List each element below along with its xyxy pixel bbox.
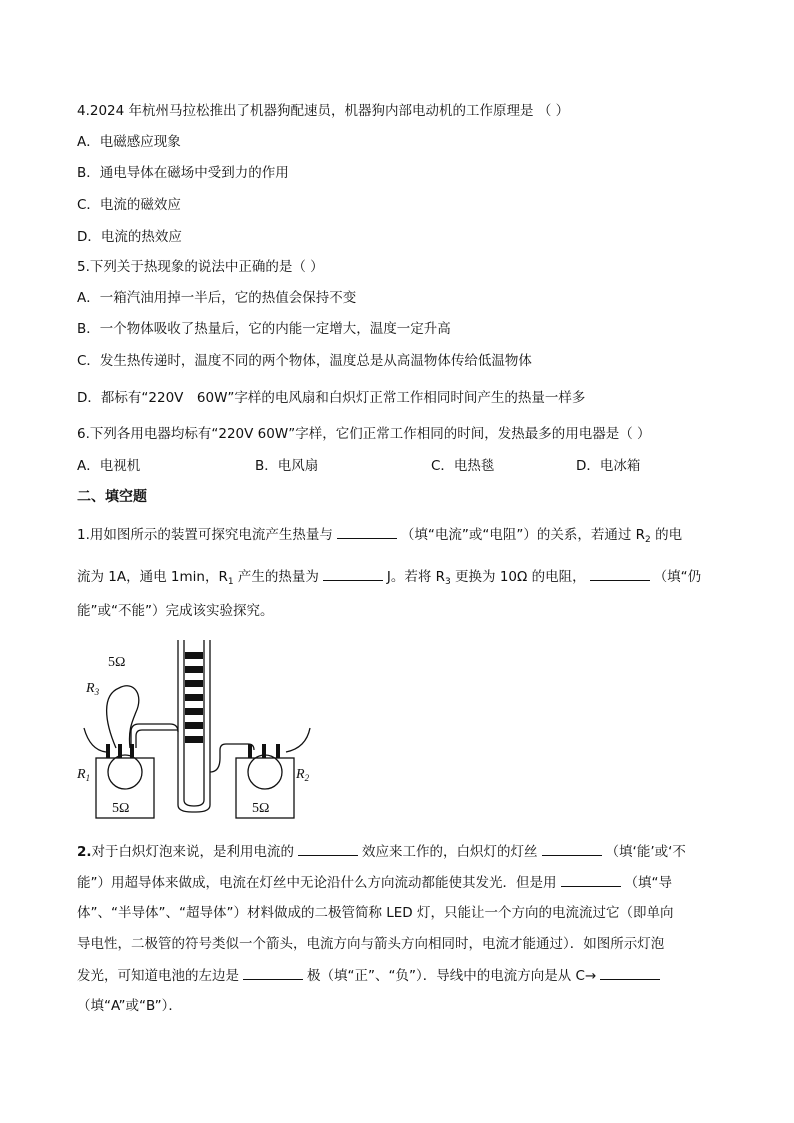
scale-mark [185, 722, 203, 729]
q5-option-d: D．都标有“220V 60W”字样的电风扇和白炽灯正常工作相同时间产生的热量一样多 [77, 390, 586, 406]
fill1-text: 1.用如图所示的装置可探究电流产生热量与 [77, 527, 333, 543]
q4-option-d: D．电流的热效应 [77, 229, 182, 245]
fill2-text: 极（填“正”、“负”）．导线中的电流方向是从 C→ [307, 968, 597, 984]
fill1-text: 的电 [650, 527, 683, 543]
q5-option-b: B．一个物体吸收了热量后，它的内能一定增大，温度一定升高 [77, 321, 451, 337]
q5-option-a: A．一箱汽油用掉一半后，它的热值会保持不变 [77, 290, 357, 306]
fill2-text: 效应来工作的，白炽灯的灯丝 [362, 844, 538, 860]
left-resistance: 5Ω [112, 801, 130, 816]
scale-mark [185, 708, 203, 715]
answer-blank[interactable] [561, 872, 621, 887]
scale-mark [185, 680, 203, 687]
right-electrode [276, 744, 280, 758]
fill2-text: （填‘能’或‘不 [605, 844, 686, 860]
right-electrode [262, 744, 266, 758]
r3-wire [107, 686, 139, 748]
fill2-line1 [77, 841, 686, 862]
answer-blank[interactable] [323, 566, 383, 581]
q4-option-c: C．电流的磁效应 [77, 197, 181, 213]
fill1-text: （填“仍 [653, 569, 702, 585]
fill2-line4: 导电性，二极管的符号类似一个箭头，电流方向与箭头方向相同时，电流才能通过）．如图所示灯泡 [77, 936, 665, 952]
answer-blank[interactable] [600, 965, 660, 980]
fill1-line2 [77, 566, 701, 589]
q5-stem: 5.下列关于热现象的说法中正确的是（ ） [77, 259, 324, 275]
scale-mark [185, 666, 203, 673]
fill2-line2 [77, 872, 672, 893]
fill1-text: J。若将 R [386, 569, 446, 585]
q6-option-a: A．电视机 [77, 458, 141, 474]
fill2-number: 2. [77, 844, 92, 860]
fill1-text: （填“电流”或“电阻”）的关系，若通过 R [400, 527, 646, 543]
q6-option-c: C．电热毯 [431, 458, 495, 474]
r3-value: 5Ω [108, 655, 126, 670]
answer-blank[interactable] [590, 566, 650, 581]
q4-stem: 4.2024 年杭州马拉松推出了机器狗配速员，机器狗内部电动机的工作原理是 （ ） [77, 103, 570, 119]
q6-stem: 6.下列各用电器均标有“220V 60W”字样，它们正常工作相同的时间，发热最多的用电器是（ ） [77, 426, 651, 442]
fill2-line6: （填“A”或“B”）． [77, 998, 182, 1014]
q4-option-b: B．通电导体在磁场中受到力的作用 [77, 165, 289, 181]
q6-option-b: B．电风扇 [255, 458, 319, 474]
right-resistance: 5Ω [252, 801, 270, 816]
left-electrode [130, 744, 134, 758]
fill2-text: 发光，可知道电池的左边是 [77, 968, 239, 984]
subscript: 1 [227, 577, 234, 587]
fill2-text: （填“导 [624, 875, 672, 891]
fill1-text: 流为 1A，通电 1min，R [77, 569, 228, 585]
answer-blank[interactable] [337, 524, 397, 539]
fill1-line1 [77, 524, 682, 547]
subscript: 3 [445, 577, 451, 587]
fill1-line3: 能”或“不能”）完成该实验探究。 [77, 603, 274, 619]
fill2-line5 [77, 965, 664, 986]
scale-mark [185, 694, 203, 701]
left-electrode [106, 744, 110, 758]
scale-mark [185, 652, 203, 659]
left-wire [84, 728, 106, 752]
right-electrode [248, 744, 252, 758]
fill1-text: 更换为 10Ω 的电阻， [450, 569, 586, 585]
fill2-text: 对于白炽灯泡来说，是利用电流的 [91, 844, 295, 860]
section-title: 二、填空题 [77, 489, 147, 505]
fill2-line3: 体”、“半导体”、“超导体”）材料做成的二极管简称 LED 灯，只能让一个方向的电流流过它（即单向 [77, 905, 674, 921]
experiment-figure [74, 640, 334, 825]
answer-blank[interactable] [243, 965, 303, 980]
left-electrode [118, 744, 122, 758]
left-bulb [108, 755, 142, 789]
left-tube-inner [136, 730, 178, 748]
r2-label: $R_2$ [296, 767, 310, 783]
answer-blank[interactable] [542, 841, 602, 856]
fill1-text: 产生的热量为 [233, 569, 319, 585]
answer-blank[interactable] [298, 841, 358, 856]
fill2-text: 能”）用超导体来做成，电流在灯丝中无论沿什么方向流动都能使其发光．但是用 [77, 875, 557, 891]
q6-option-d: D．电冰箱 [576, 458, 641, 474]
left-tube [131, 724, 178, 748]
subscript: 2 [645, 535, 651, 545]
right-bulb [248, 755, 282, 789]
right-wire [286, 728, 310, 752]
r3-label: $R_3$ [86, 681, 100, 697]
scale-mark [185, 736, 203, 743]
q4-option-a: A．电磁感应现象 [77, 134, 181, 150]
r1-label: $R_1$ [77, 767, 91, 783]
q5-option-c: C．发生热传递时，温度不同的两个物体，温度总是从高温物体传给低温物体 [77, 353, 532, 369]
